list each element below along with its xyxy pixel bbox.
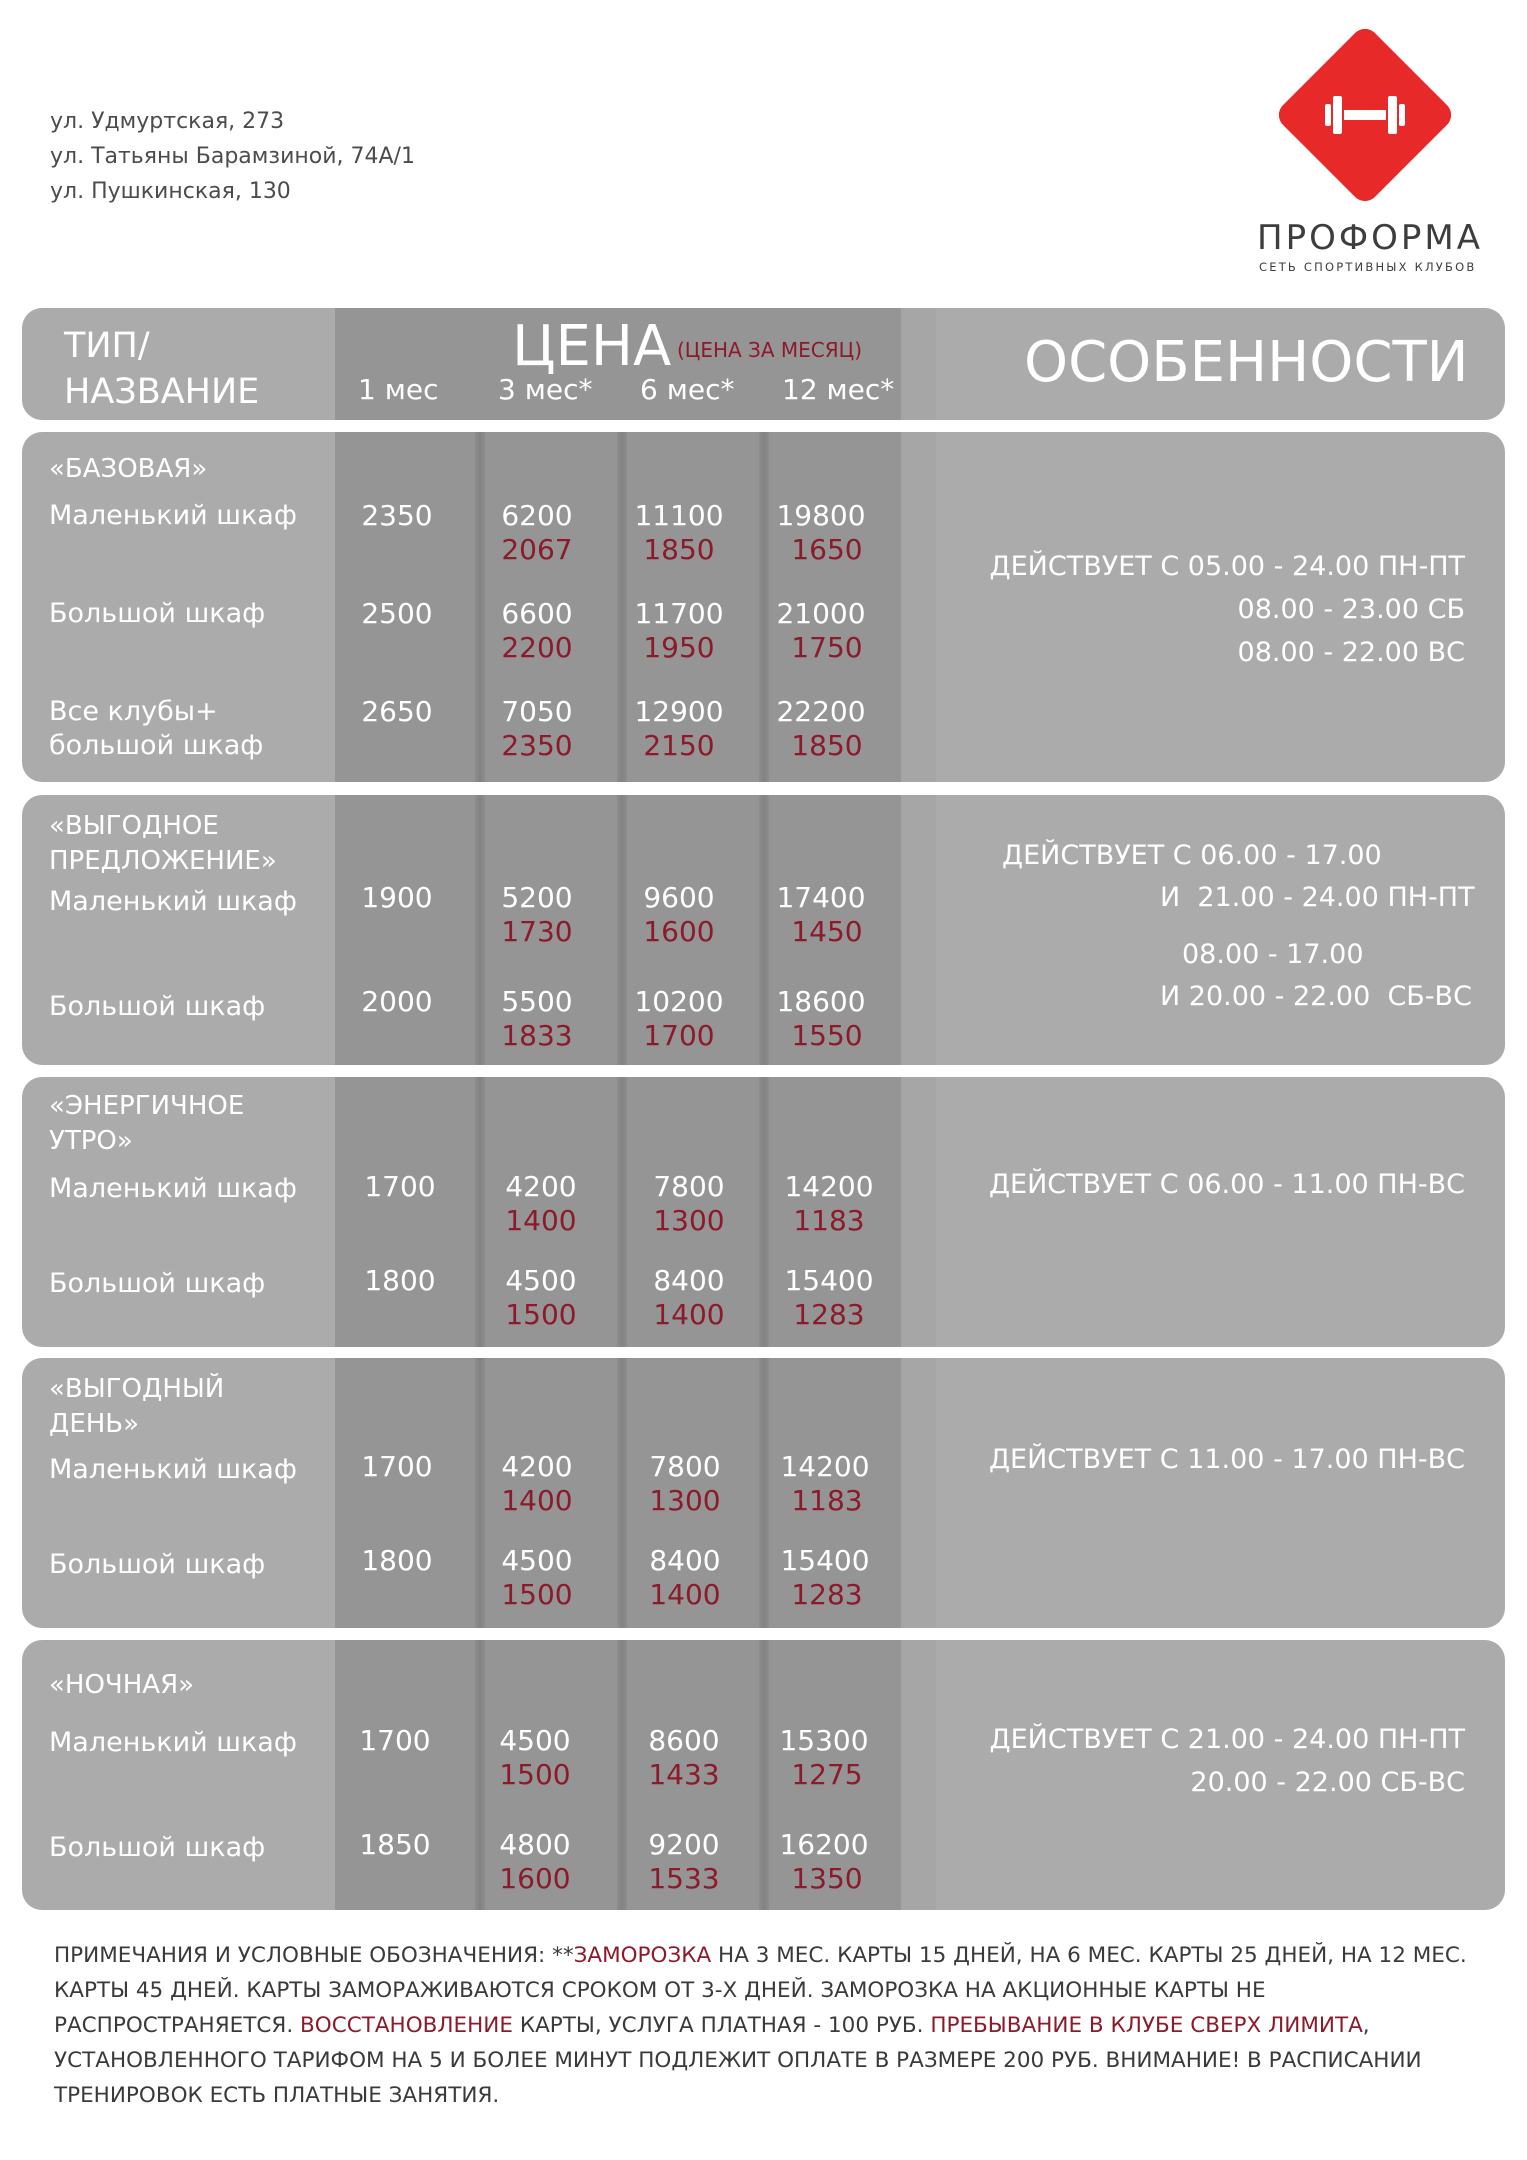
tariff-name-line2: УТРО» [49, 1126, 133, 1156]
notes-text-2: НА 3 МЕС. КАРТЫ 15 ДНЕЙ, НА 6 МЕС. КАРТЫ 25 ДНЕЙ, НА 12 МЕС. КАРТЫ 45 ДНЕЙ. КАРТЫ ЗАМОРАЖИВАЮТСЯ СРОКОМ ОТ 3-Х ДНЕЙ. ЗАМОРОЗКА НА АКЦИОННЫЕ КАРТЫ НЕ РАСПРОСТРАНЯЕТСЯ. [54, 1943, 1467, 2038]
price-6m: 9200 [648, 1828, 720, 1861]
price-1m: 1800 [364, 1264, 436, 1297]
tariff-nochnaya [22, 1640, 1505, 1910]
price-6m: 7800 [649, 1450, 721, 1483]
tariff-features [989, 1438, 1465, 1481]
column-gap [901, 1358, 936, 1628]
price-12m-monthly: 1183 [793, 1204, 865, 1237]
price-12m: 16200 [779, 1828, 869, 1861]
price-3m: 4200 [505, 1170, 577, 1203]
column-gap [901, 308, 936, 420]
price-1m: 1700 [361, 1450, 433, 1483]
feature-line: 08.00 - 22.00 ВС [1237, 637, 1465, 668]
row-label: Большой шкаф [49, 1268, 266, 1299]
price-1m: 1850 [359, 1828, 431, 1861]
column-divider [617, 1077, 627, 1347]
feature-line: ДЕЙСТВУЕТ С 11.00 - 17.00 ПН-ВС [988, 1444, 1465, 1475]
row-label: Маленький шкаф [49, 886, 297, 917]
tariff-features [989, 1163, 1465, 1206]
price-3m-monthly: 1400 [501, 1484, 573, 1517]
tariff-name-line1: «ВЫГОДНЫЙ [49, 1374, 225, 1404]
row-label: Большой шкаф [49, 991, 266, 1022]
price-3m: 5200 [501, 881, 573, 914]
feature-line: ДЕЙСТВУЕТ С 06.00 - 17.00 [1002, 840, 1382, 871]
price-12m-monthly: 1283 [791, 1578, 863, 1611]
price-6m-monthly: 1533 [648, 1862, 720, 1895]
dumbbell-icon [1321, 90, 1409, 140]
price-12m-monthly: 1450 [791, 915, 863, 948]
tariff-name [49, 1089, 244, 1159]
feature-line: ДЕЙСТВУЕТ С 06.00 - 11.00 ПН-ВС [988, 1169, 1465, 1200]
tariff-vygodnoe-predlozhenie [22, 795, 1505, 1065]
tariff-name-line1: «ЭНЕРГИЧНОЕ [49, 1091, 245, 1121]
price-3m-monthly: 2200 [501, 631, 573, 664]
price-3m-monthly: 2067 [501, 533, 573, 566]
price-12m: 15400 [780, 1544, 870, 1577]
price-12m: 19800 [776, 499, 866, 532]
price-6m-monthly: 1400 [649, 1578, 721, 1611]
logo [1255, 40, 1495, 280]
price-12m-monthly: 1183 [791, 1484, 863, 1517]
price-1m: 1700 [364, 1170, 436, 1203]
price-1m: 1800 [361, 1544, 433, 1577]
addresses [50, 104, 415, 209]
tariff-bazovaya [22, 432, 1505, 782]
price-12m: 14200 [784, 1170, 874, 1203]
price-12m-monthly: 1850 [791, 729, 863, 762]
header-price-note: (ЦЕНА ЗА МЕСЯЦ) [677, 338, 862, 362]
price-6m: 7800 [653, 1170, 725, 1203]
price-6m-monthly: 1300 [649, 1484, 721, 1517]
price-6m: 10200 [634, 985, 724, 1018]
price-6m-monthly: 1850 [643, 533, 715, 566]
column-gap [901, 1640, 936, 1910]
feature-line: ДЕЙСТВУЕТ С 05.00 - 24.00 ПН-ПТ [989, 551, 1465, 582]
tariff-name-line2: ДЕНЬ» [49, 1409, 140, 1439]
price-3m: 4500 [501, 1544, 573, 1577]
column-gap [901, 432, 936, 782]
column-gap [901, 1077, 936, 1347]
price-3m: 7050 [501, 695, 573, 728]
address-3: ул. Пушкинская, 130 [50, 179, 291, 204]
feature-line: 08.00 - 23.00 СБ [1237, 594, 1465, 625]
price-6m-monthly: 1433 [648, 1758, 720, 1791]
feature-line: 20.00 - 22.00 СБ-ВС [1190, 1767, 1465, 1798]
feature-line: 08.00 - 17.00 [1182, 939, 1364, 970]
header-type-line2: НАЗВАНИЕ [64, 372, 260, 412]
column-divider [759, 1077, 769, 1347]
price-6m-monthly: 1400 [653, 1298, 725, 1331]
price-3m-monthly: 1400 [505, 1204, 577, 1237]
price-12m-monthly: 1350 [791, 1862, 863, 1895]
price-3m-monthly: 1500 [499, 1758, 571, 1791]
tariff-vygodny-den [22, 1358, 1505, 1628]
price-6m: 8600 [648, 1724, 720, 1757]
header-term-12: 12 мес* [782, 373, 895, 406]
price-12m: 21000 [776, 597, 866, 630]
price-1m: 2500 [361, 597, 433, 630]
price-3m: 4500 [505, 1264, 577, 1297]
header-type [64, 323, 259, 415]
header-type-line1: ТИП/ [64, 326, 150, 366]
price-3m-monthly: 1833 [501, 1019, 573, 1052]
row-label: Маленький шкаф [49, 1173, 297, 1204]
row-label: Все клубы+ [49, 696, 218, 727]
price-3m-monthly: 2350 [501, 729, 573, 762]
price-12m-monthly: 1750 [791, 631, 863, 664]
price-3m-monthly: 1500 [505, 1298, 577, 1331]
header-term-1: 1 мес [358, 373, 439, 406]
price-6m: 11100 [634, 499, 724, 532]
price-12m: 15300 [779, 1724, 869, 1757]
price-12m-monthly: 1550 [791, 1019, 863, 1052]
price-1m: 1700 [359, 1724, 431, 1757]
price-6m-monthly: 1700 [643, 1019, 715, 1052]
price-6m-monthly: 1600 [643, 915, 715, 948]
price-6m-monthly: 1950 [643, 631, 715, 664]
price-6m: 12900 [634, 695, 724, 728]
price-3m: 4200 [501, 1450, 573, 1483]
price-3m-monthly: 1600 [499, 1862, 571, 1895]
row-label: Маленький шкаф [49, 1454, 297, 1485]
price-6m-monthly: 1300 [653, 1204, 725, 1237]
price-12m-monthly: 1283 [793, 1298, 865, 1331]
price-12m: 18600 [776, 985, 866, 1018]
price-1m: 2000 [361, 985, 433, 1018]
price-12m: 15400 [784, 1264, 874, 1297]
price-12m-monthly: 1650 [791, 533, 863, 566]
price-1m: 2350 [361, 499, 433, 532]
price-6m-monthly: 2150 [643, 729, 715, 762]
logo-subtitle: СЕТЬ СПОРТИВНЫХ КЛУБОВ [1259, 260, 1477, 274]
row-label: Маленький шкаф [49, 500, 297, 531]
price-3m: 4500 [499, 1724, 571, 1757]
tariff-features [1002, 835, 1475, 1018]
tariff-name-line1: «ВЫГОДНОЕ [49, 811, 219, 841]
notes-highlight-freeze: ЗАМОРОЗКА [573, 1943, 712, 1968]
tariff-features [990, 545, 1465, 674]
price-3m: 5500 [501, 985, 573, 1018]
row-label: Большой шкаф [49, 1832, 266, 1863]
price-12m: 14200 [780, 1450, 870, 1483]
tariff-name: «НОЧНАЯ» [49, 1670, 195, 1700]
price-3m: 6200 [501, 499, 573, 532]
price-6m: 9600 [643, 881, 715, 914]
price-3m-monthly: 1500 [501, 1578, 573, 1611]
notes-text-1: ПРИМЕЧАНИЯ И УСЛОВНЫЕ ОБОЗНАЧЕНИЯ: ** [54, 1943, 574, 1968]
header-features: ОСОБЕННОСТИ [1024, 330, 1469, 395]
row-label: Большой шкаф [49, 598, 266, 629]
feature-line: ДЕЙСТВУЕТ С 21.00 - 24.00 ПН-ПТ [989, 1724, 1465, 1755]
feature-line: И 21.00 - 24.00 ПН-ПТ [1160, 882, 1475, 913]
price-12m: 22200 [776, 695, 866, 728]
tariff-name-line2: ПРЕДЛОЖЕНИЕ» [49, 846, 277, 876]
notes-highlight-restore: ВОССТАНОВЛЕНИЕ [300, 2013, 513, 2038]
row-label-line2: большой шкаф [49, 730, 264, 761]
notes-text-4: , УСТАНОВЛЕННОГО ТАРИФОМ НА 5 И БОЛЕЕ МИНУТ ПОДЛЕЖИТ ОПЛАТЕ В РАЗМЕРЕ 200 РУБ. ВНИМАНИЕ! В РАСПИСАНИИ ТРЕНИРОВОК ЕСТЬ ПЛАТНЫЕ ЗАНЯТИЯ. [54, 2013, 1422, 2108]
row-label: Большой шкаф [49, 1549, 266, 1580]
table-header [22, 308, 1505, 420]
price-6m: 11700 [634, 597, 724, 630]
tariff-name [49, 809, 277, 879]
header-term-6: 6 мес* [640, 373, 735, 406]
header-price: ЦЕНА [512, 314, 672, 379]
price-3m: 6600 [501, 597, 573, 630]
price-3m: 4800 [499, 1828, 571, 1861]
price-6m: 8400 [649, 1544, 721, 1577]
notes-text-3: КАРТЫ, УСЛУГА ПЛАТНАЯ - 100 РУБ. [512, 2013, 931, 2038]
address-2: ул. Татьяны Барамзиной, 74А/1 [50, 144, 415, 169]
header-term-3: 3 мес* [498, 373, 593, 406]
address-1: ул. Удмуртская, 273 [50, 109, 285, 134]
tariff-energichnoe-utro [22, 1077, 1505, 1347]
notes-highlight-overstay: ПРЕБЫВАНИЕ В КЛУБЕ СВЕРХ ЛИМИТА [930, 2013, 1363, 2038]
logo-name: ПРОФОРМА [1257, 218, 1483, 258]
price-1m: 1900 [361, 881, 433, 914]
price-6m: 8400 [653, 1264, 725, 1297]
tariff-name: «БАЗОВАЯ» [49, 454, 208, 484]
tariff-features [990, 1718, 1465, 1804]
price-1m: 2650 [361, 695, 433, 728]
price-12m-monthly: 1275 [791, 1758, 863, 1791]
tariff-name [49, 1372, 224, 1442]
row-label: Маленький шкаф [49, 1727, 297, 1758]
price-3m-monthly: 1730 [501, 915, 573, 948]
notes [54, 1938, 1474, 2113]
price-12m: 17400 [776, 881, 866, 914]
feature-line: И 20.00 - 22.00 СБ-ВС [1160, 981, 1472, 1012]
column-gap [901, 795, 936, 1065]
